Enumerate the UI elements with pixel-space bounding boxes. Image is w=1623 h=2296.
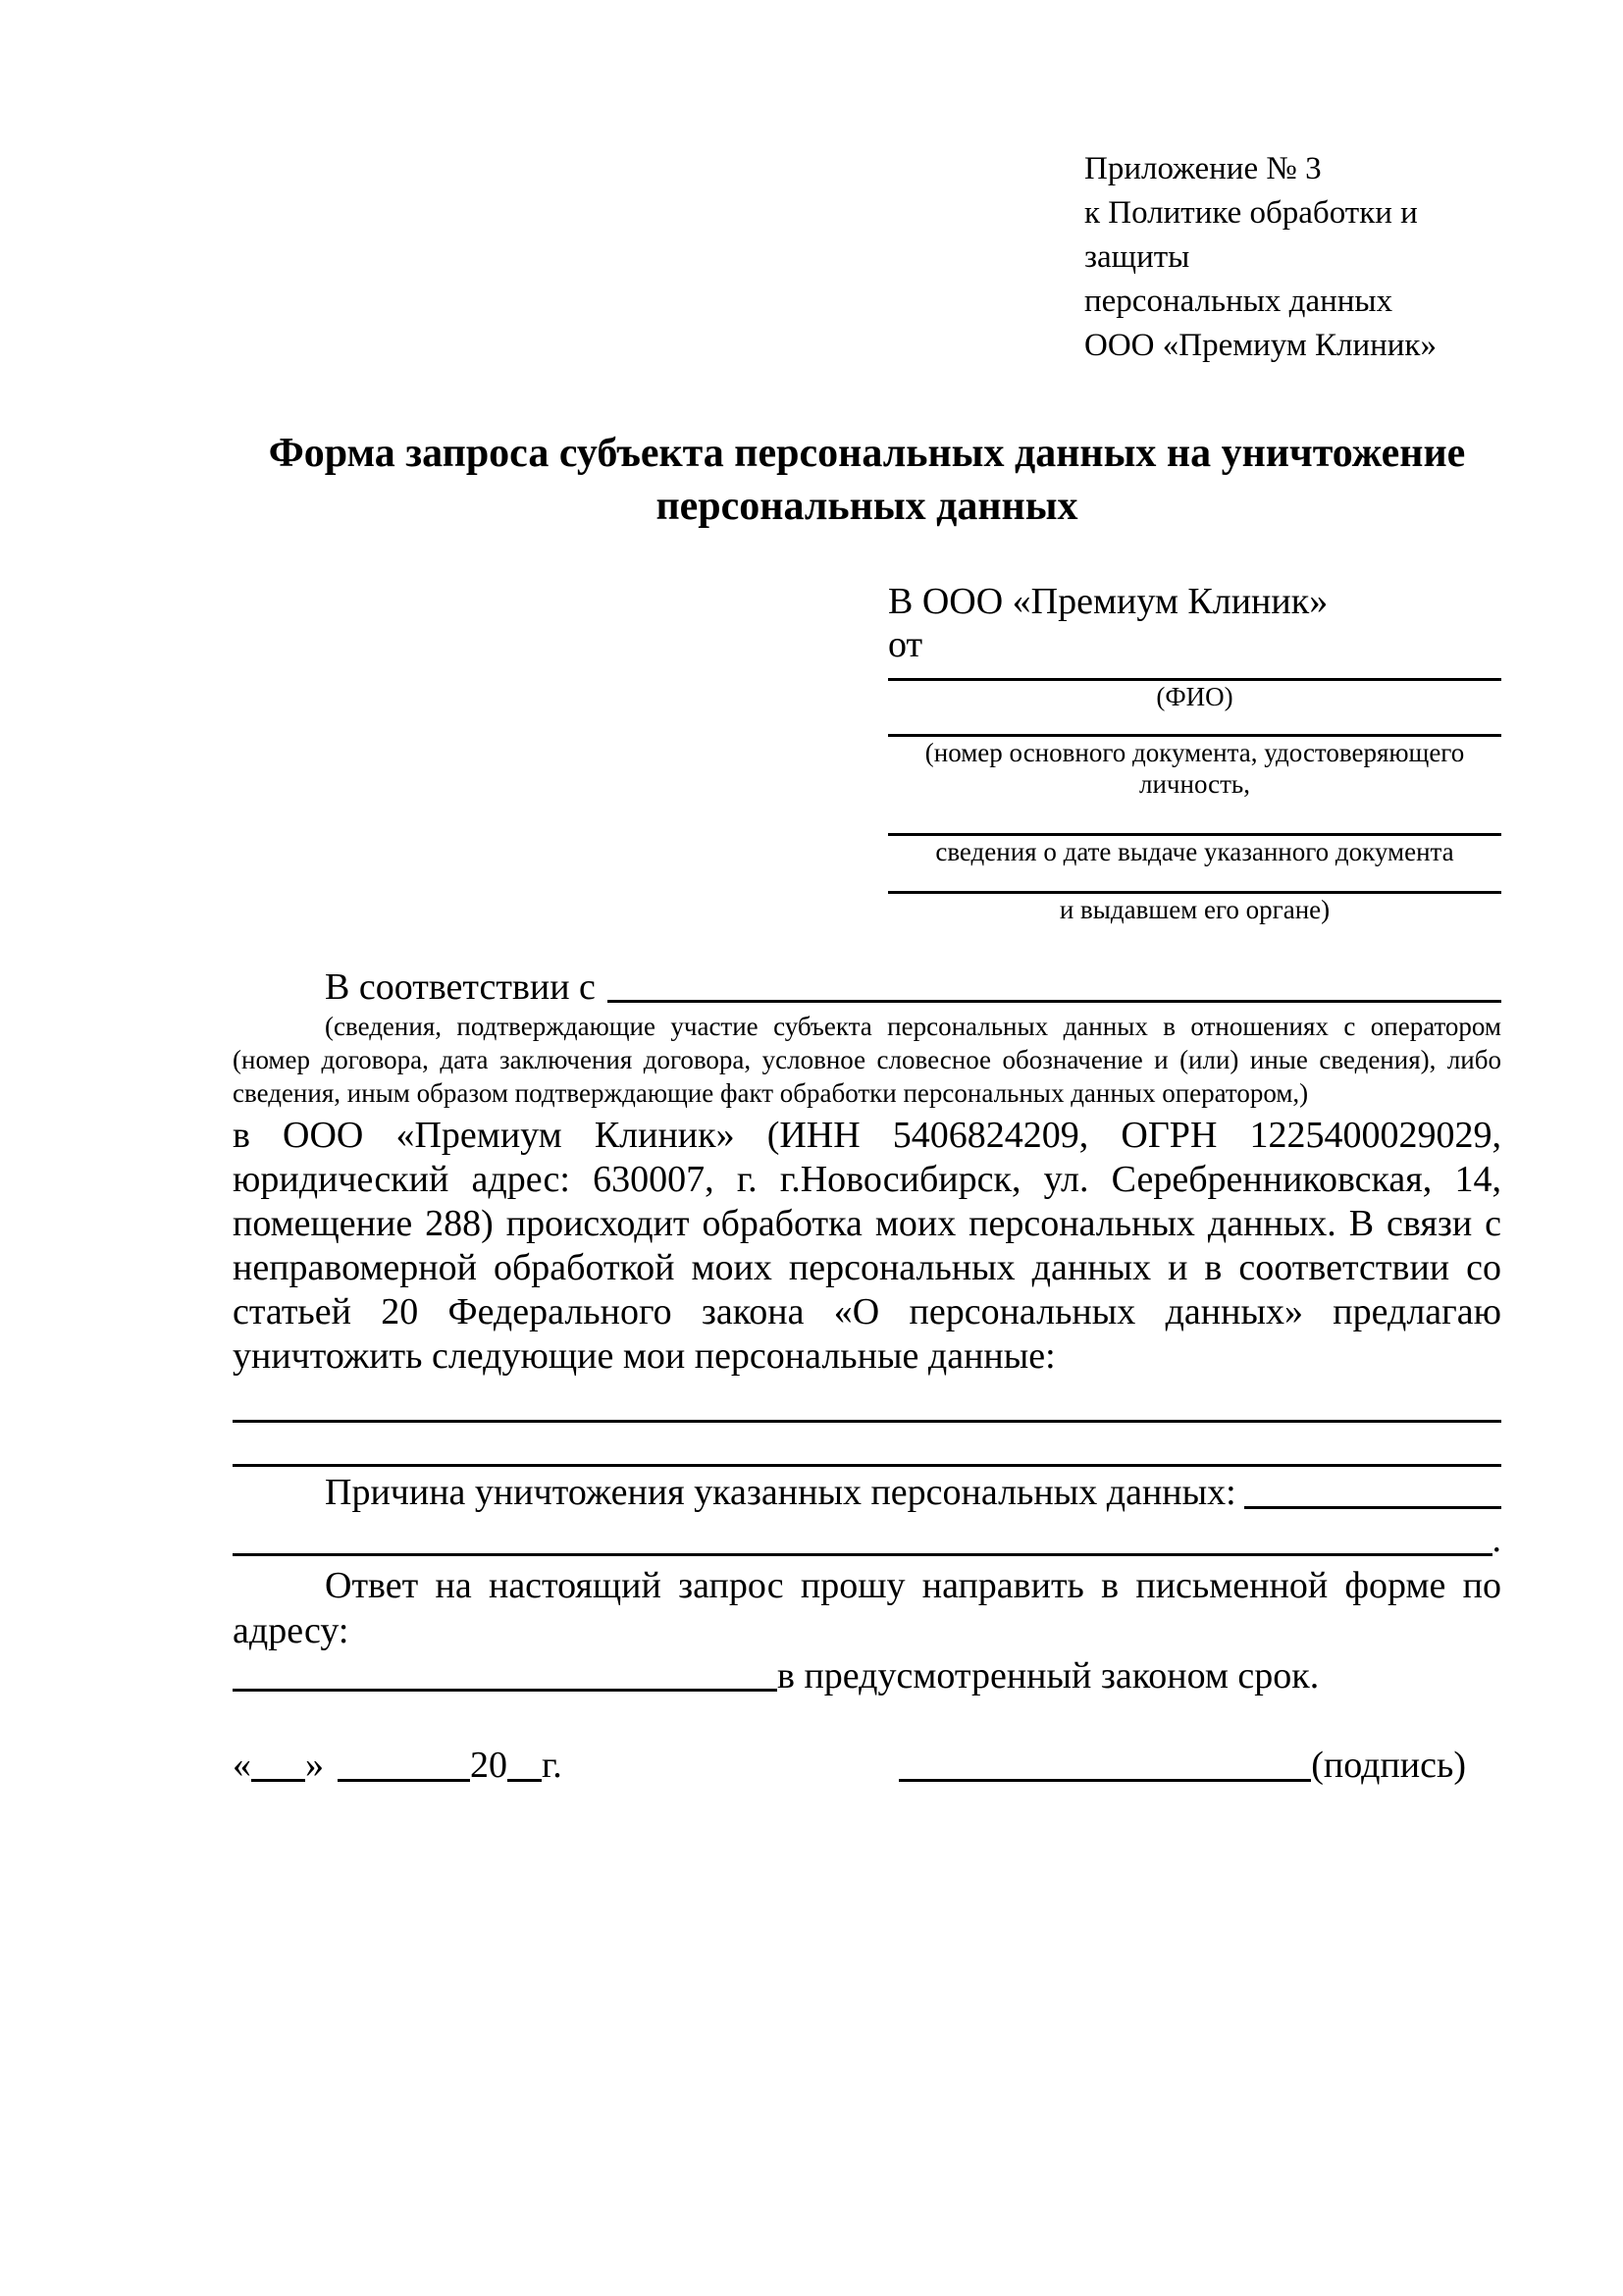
doc-issue-date-fill-line — [888, 800, 1501, 836]
doc-issuer-fill-line — [888, 867, 1501, 894]
date-month-fill-line — [338, 1779, 470, 1782]
date-day-fill-line — [251, 1779, 305, 1782]
date-year-suffix: г. — [542, 1745, 562, 1786]
doc-issue-date-caption: сведения о дате выдаче указанного документа — [935, 837, 1454, 866]
accordance-explanation: (сведения, подтверждающие участие субъекта персональных данных в отношениях с оператором (номер договора, дата заключения договора, условное словесное обозначение и (или) иные сведения), либо сведения, иным образом подтверждающие факт обработки персональных данных оператором,) — [233, 1012, 1501, 1108]
doc-number-caption: (номер основного документа, удостоверяющего личность, — [924, 738, 1465, 799]
reason-label: Причина уничтожения указанных персональных данных: — [325, 1472, 1236, 1513]
reason-fill-line-2 — [233, 1516, 1492, 1556]
date-century: 20 — [470, 1745, 507, 1786]
date-year-fill-line — [507, 1779, 542, 1782]
appendix-line: ООО «Премиум Клиник» — [1084, 328, 1437, 363]
fio-fill-line — [888, 666, 1501, 681]
address-fill-line — [233, 1653, 777, 1692]
reason-row — [233, 1469, 1501, 1516]
personal-data-fill-line-2 — [233, 1423, 1501, 1467]
page-title: Форма запроса субъекта персональных данных на уничтожение персональных данных — [268, 431, 1466, 529]
date-signature-row — [233, 1742, 1501, 1789]
accordance-row — [233, 965, 1501, 1010]
fio-caption: (ФИО) — [1156, 682, 1233, 711]
doc-number-fill-line — [888, 712, 1501, 737]
signature-fill-line — [899, 1779, 1311, 1782]
appendix-line: к Политике обработки и защиты — [1084, 195, 1418, 275]
appendix-line: Приложение № 3 — [1084, 151, 1322, 186]
reason-fill-line — [1244, 1469, 1501, 1509]
appendix-header — [1084, 147, 1501, 368]
personal-data-fill-line-1 — [233, 1379, 1501, 1423]
addressee-block — [888, 580, 1501, 925]
addressee-to: В ООО «Премиум Клиник» — [888, 581, 1329, 622]
date-close-quote: » — [305, 1745, 324, 1786]
accordance-fill-line — [607, 965, 1501, 1003]
line-end-period: . — [1492, 1519, 1501, 1560]
main-paragraph: в ООО «Премиум Клиник» (ИНН 5406824209, ОГРН 1225400029029, юридический адрес: 630007, г. г.Новосибирск, ул. Серебренниковская, 14, помещение 288) происходит обработка моих персональных данных. В связи с неправомерной обработкой моих персональных данных и в соответствии со статьей 20 Федерального закона «О персональных данных» предлагаю уничтожить следующие мои персональные данные: — [233, 1115, 1501, 1377]
signature-group — [899, 1742, 1466, 1789]
response-tail: в предусмотренный законом срок. — [777, 1655, 1320, 1696]
appendix-line: персональных данных — [1084, 284, 1393, 319]
response-address-row — [233, 1653, 1501, 1698]
date-open-quote: « — [233, 1745, 251, 1786]
signature-caption: (подпись) — [1311, 1745, 1466, 1786]
reason-continuation-row — [233, 1516, 1501, 1563]
addressee-from-label: от — [888, 624, 923, 665]
response-sentence: Ответ на настоящий запрос прошу направить в письменной форме по адресу: — [233, 1565, 1501, 1651]
accordance-label: В соответствии с — [325, 966, 596, 1008]
date-group — [233, 1742, 562, 1789]
doc-issuer-caption: и выдавшем его органе) — [1059, 895, 1331, 924]
